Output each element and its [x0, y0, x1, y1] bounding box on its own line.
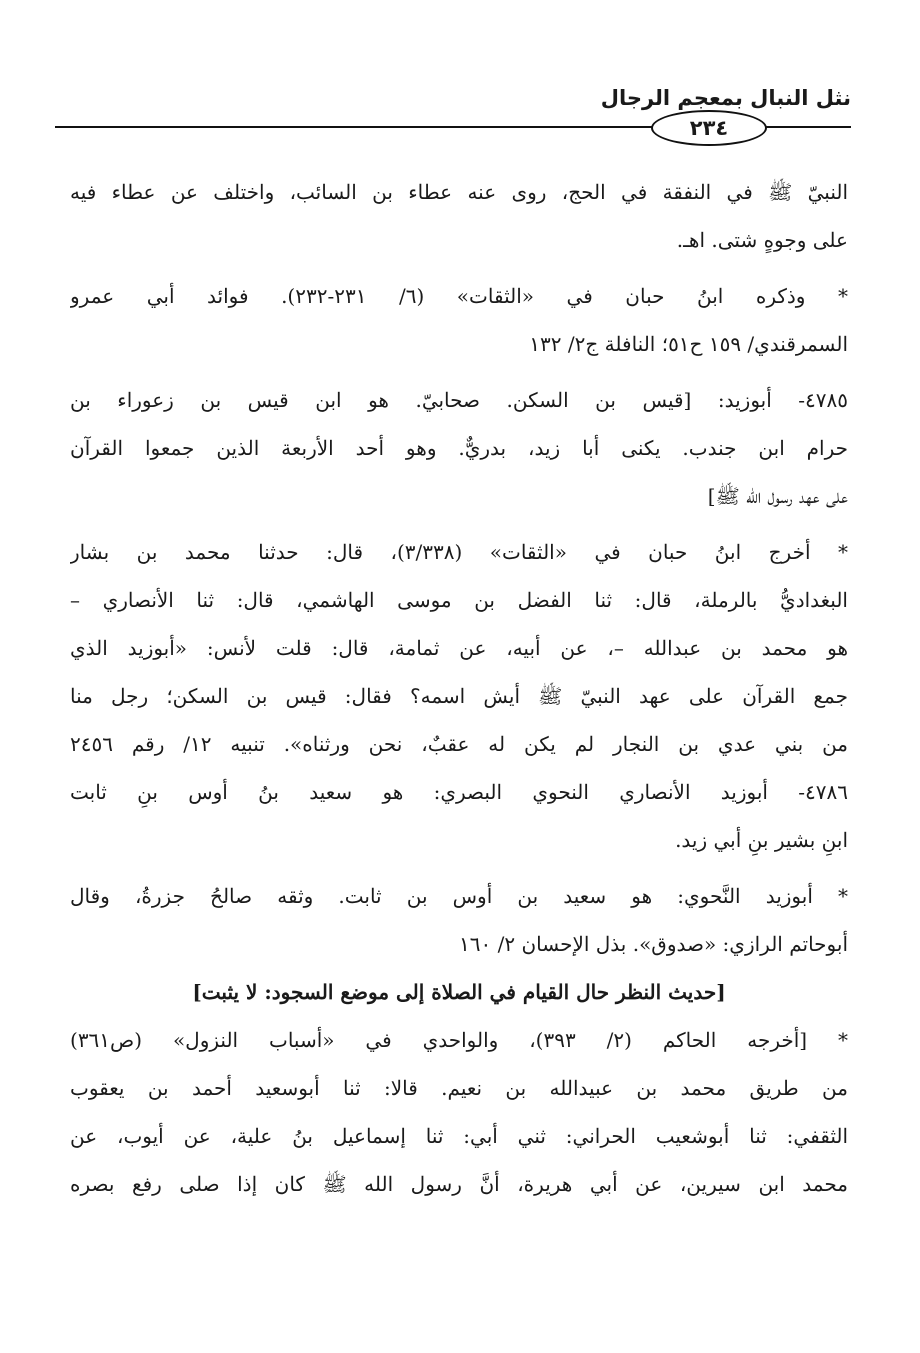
text-line: ابنِ بشير بنِ أبي زيد. [675, 828, 848, 852]
hadith-heading: [حديث النظر حال القيام في الصلاة إلى موضع السجود: لا يثبت] [192, 980, 726, 1004]
entry-4786-line: ٤٧٨٦- أبوزيد الأنصاري النحوي البصري: هو سعيد بنُ أوس بنِ ثابت [70, 780, 848, 804]
text-line: جمع القرآن على عهد النبيّ ﷺ أيش اسمه؟ فقال: قيس بن السكن؛ رجل منا [70, 684, 848, 708]
text-line: محمد ابن سيرين، عن أبي هريرة، أنَّ رسول الله ﷺ كان إذا صلى رفع بصره [70, 1172, 848, 1196]
text-line: على وجوهٍ شتى. اهـ. [676, 228, 848, 252]
entry-4785-line: ٤٧٨٥- أبوزيد: [قيس بن السكن. صحابيّ. هو ابن قيس بن زعوراء بن [70, 388, 848, 412]
text-line: من بني عدي بن النجار لم يكن له عقبٌ، نحن ورثناه». تنبيه ١٢/ رقم ٢٤٥٦ [70, 732, 848, 756]
text-line: على عهد رسول الله ﷺ] [707, 484, 848, 508]
page-number: ٢٣٤ [651, 110, 767, 146]
text-line: * أخرج ابنُ حبان في «الثقات» (٣/٣٣٨)، قال: حدثنا محمد بن بشار [70, 540, 848, 564]
text-line: * [أخرجه الحاكم (٢/ ٣٩٣)، والواحدي في «أسباب النزول» (ص٣٦١) [70, 1028, 848, 1052]
text-line: الثقفي: ثنا أبوشعيب الحراني: ثني أبي: ثنا إسماعيل بنُ علية، عن أيوب، عن [70, 1124, 848, 1148]
text-line: من طريق محمد بن عبيدالله بن نعيم. قالا: ثنا أبوسعيد أحمد بن يعقوب [70, 1076, 848, 1100]
text-line: البغداديُّ بالرملة، قال: ثنا الفضل بن موسى الهاشمي، قال: ثنا الأنصاري – [70, 588, 848, 612]
text-line: * أبوزيد النَّحوي: هو سعيد بن أوس بن ثابت. وثقه صالحُ جزرةُ، وقال [70, 884, 848, 908]
text-line: النبيّ ﷺ في النفقة في الحج، روى عنه عطاء بن السائب، واختلف عن عطاء فيه [70, 180, 848, 204]
text-line: * وذكره ابنُ حبان في «الثقات» (٦/ ٢٣١-٢٣٢). فوائد أبي عمرو [70, 284, 848, 308]
text-line: هو محمد بن عبدالله –، عن أبيه، عن ثمامة، قال: قلت لأنس: «أبوزيد الذي [70, 636, 848, 660]
page-header [55, 82, 851, 142]
text-line: أبوحاتم الرازي: «صدوق». بذل الإحسان ٢/ ١٦٠ [459, 932, 848, 956]
text-line: السمرقندي/ ١٥٩ ح٥١؛ النافلة ج٢/ ١٣٢ [529, 332, 848, 356]
text-line: حرام ابن جندب. يكنى أبا زيد، بدريٌّ. وهو أحد الأربعة الذين جمعوا القرآن [70, 436, 848, 460]
running-title: نثل النبال بمعجم الرجال [600, 86, 851, 110]
page-body [70, 168, 848, 1208]
